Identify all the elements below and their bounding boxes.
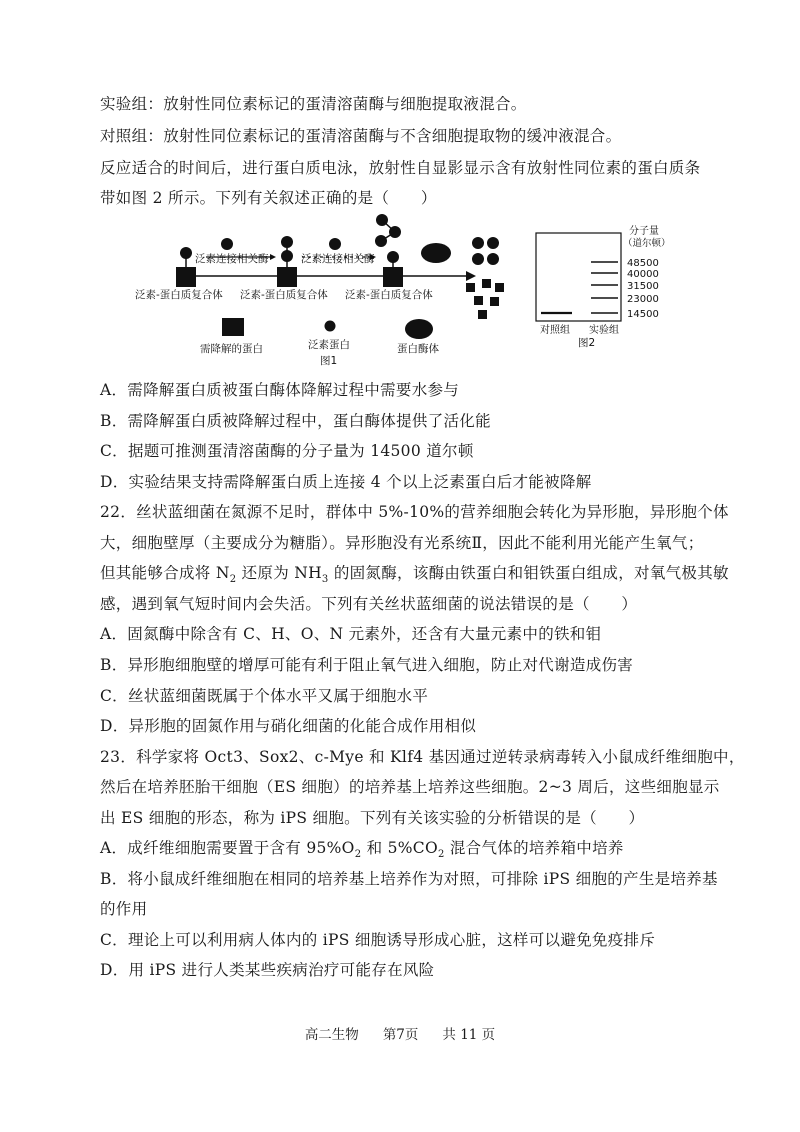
- option-text: B．将小鼠成纤维细胞在相同的培养基上培养作为对照，可排除 iPS 细胞的产生是培养基: [100, 870, 718, 888]
- legend-ubiquitin-label: 泛素蛋白: [308, 339, 350, 351]
- ubiquitin-dot: [387, 251, 399, 263]
- option-text: C．据题可推测蛋清溶菌酶的分子量为 14500 道尔顿: [100, 442, 474, 460]
- lane-label-experiment: 实验组: [589, 325, 619, 336]
- text-run: 和 5%CO: [361, 839, 438, 857]
- legend-ubiquitin-icon: [325, 321, 336, 332]
- legend-proteasome-label: 蛋白酶体: [397, 343, 439, 355]
- figure-1: [135, 214, 504, 367]
- mw-label: 23000: [627, 294, 659, 305]
- ubiquitin-dot: [487, 237, 499, 249]
- ubiquitin-dot: [281, 236, 293, 248]
- fragment: [490, 297, 499, 306]
- mw-label: 40000: [627, 269, 659, 280]
- legend-proteasome-icon: [405, 319, 433, 339]
- mw-label: 31500: [627, 281, 659, 292]
- option-text: A．固氮酶中除含有 C、H、O、N 元素外，还含有大量元素中的铁和钼: [100, 625, 602, 643]
- protein-square: [383, 267, 403, 287]
- footer-subject: 高二生物: [304, 1027, 359, 1043]
- complex-label: 泛素-蛋白质复合体: [135, 289, 223, 301]
- enzyme-label: 泛素连接相关酶: [195, 253, 269, 265]
- ubiquitin-dot: [329, 238, 341, 250]
- question-text: 大，细胞壁厚（主要成分为糖脂）。异形胞没有光系统Ⅱ，因此不能利用光能产生氧气；: [100, 534, 704, 552]
- complex-label: 泛素-蛋白质复合体: [240, 289, 328, 301]
- enzyme-label: 泛素连接相关酶: [301, 253, 375, 265]
- fragment: [466, 283, 475, 292]
- option-text: A．需降解蛋白质被蛋白酶体降解过程中需要水参与: [100, 381, 460, 399]
- protein-square: [176, 267, 196, 287]
- ubiquitin-dot: [472, 253, 484, 265]
- text-run: 但其能够合成将 N: [100, 564, 230, 582]
- text-run: A．成纤维细胞需要置于含有 95%O: [100, 839, 355, 857]
- question-text: 感，遇到氧气短时间内会失活。下列有关丝状蓝细菌的说法错误的是（ ）: [100, 595, 638, 613]
- figure-1-caption: 图1: [320, 355, 338, 367]
- gel-frame: [536, 233, 621, 321]
- option-text: D．实验结果支持需降解蛋白质上连接 4 个以上泛素蛋白后才能被降解: [100, 473, 592, 491]
- text-run: 还原为 NH: [236, 564, 322, 582]
- option-text: D．异形胞的固氮作用与硝化细菌的化能合成作用相似: [100, 717, 477, 735]
- fragment: [474, 296, 483, 305]
- figure-area: [0, 205, 800, 385]
- proteasome: [421, 243, 451, 263]
- footer-page: 第7页: [382, 1027, 419, 1043]
- option-text: D．用 iPS 进行人类某些疾病治疗可能存在风险: [100, 961, 435, 979]
- option-text: C．丝状蓝细菌既属于个体水平又属于细胞水平: [100, 687, 429, 705]
- question-text: 然后在培养胚胎干细胞（ES 细胞）的培养基上培养这些细胞。2~3 周后，这些细胞显示: [100, 778, 720, 796]
- page-footer: [0, 1023, 800, 1043]
- text-run: 混合气体的培养箱中培养: [444, 839, 624, 857]
- ubiquitin-dot: [472, 237, 484, 249]
- text-line: 带如图 2 所示。下列有关叙述正确的是（ ）: [100, 189, 437, 207]
- text-line: 实验组：放射性同位素标记的蛋清溶菌酶与细胞提取液混合。: [100, 95, 527, 113]
- text-run: 的固氮酶，该酶由铁蛋白和钼铁蛋白组成，对氧气极其敏: [328, 564, 729, 582]
- figure-2: [536, 224, 671, 349]
- option-text: B．需降解蛋白质被降解过程中，蛋白酶体提供了活化能: [100, 412, 491, 430]
- mw-axis-title: （道尔顿）: [623, 238, 671, 249]
- option-text: 的作用: [100, 900, 148, 918]
- option-text: C．理论上可以利用病人体内的 iPS 细胞诱导形成心脏，这样可以避免免疫排斥: [100, 931, 656, 949]
- question-text: 22．丝状蓝细菌在氮源不足时，群体中 5%-10%的营养细胞会转化为异形胞，异形胞个体: [100, 503, 729, 521]
- footer-total: 共 11 页: [442, 1027, 496, 1043]
- complex-label: 泛素-蛋白质复合体: [345, 289, 433, 301]
- question-text: 出 ES 细胞的形态，称为 iPS 细胞。下列有关该实验的分析错误的是（ ）: [100, 809, 645, 827]
- ubiquitin-dot: [221, 238, 233, 250]
- figure-2-caption: 图2: [578, 337, 596, 349]
- mw-label: 14500: [627, 309, 659, 320]
- fragment: [478, 310, 487, 319]
- subscript: 2: [354, 849, 362, 861]
- ubiquitin-dot: [281, 250, 293, 262]
- subscript: 3: [321, 574, 329, 586]
- legend-protein-icon: [222, 318, 244, 336]
- fragment: [482, 279, 491, 288]
- mw-axis-title: 分子量: [629, 226, 659, 237]
- option-text: B．异形胞细胞壁的增厚可能有利于阻止氧气进入细胞，防止对代谢造成伤害: [100, 656, 634, 674]
- mw-label: 48500: [627, 258, 659, 269]
- subscript: 2: [437, 849, 445, 861]
- subscript: 2: [229, 574, 237, 586]
- protein-square: [277, 267, 297, 287]
- ubiquitin-dot: [487, 253, 499, 265]
- fragment: [495, 283, 504, 292]
- legend-protein-label: 需降解的蛋白: [200, 343, 263, 355]
- question-text: [100, 561, 729, 585]
- lane-label-control: 对照组: [540, 325, 570, 336]
- option-text: [100, 836, 624, 860]
- question-text: 23．科学家将 Oct3、Sox2、c-Mye 和 Klf4 基因通过逆转录病毒转入小鼠成纤维细胞中，: [100, 748, 745, 766]
- text-line: 反应适合的时间后，进行蛋白质电泳，放射性自显影显示含有放射性同位素的蛋白质条: [100, 159, 701, 177]
- text-line: 对照组：放射性同位素标记的蛋清溶菌酶与不含细胞提取物的缓冲液混合。: [100, 127, 622, 145]
- ubiquitin-dot: [180, 247, 192, 259]
